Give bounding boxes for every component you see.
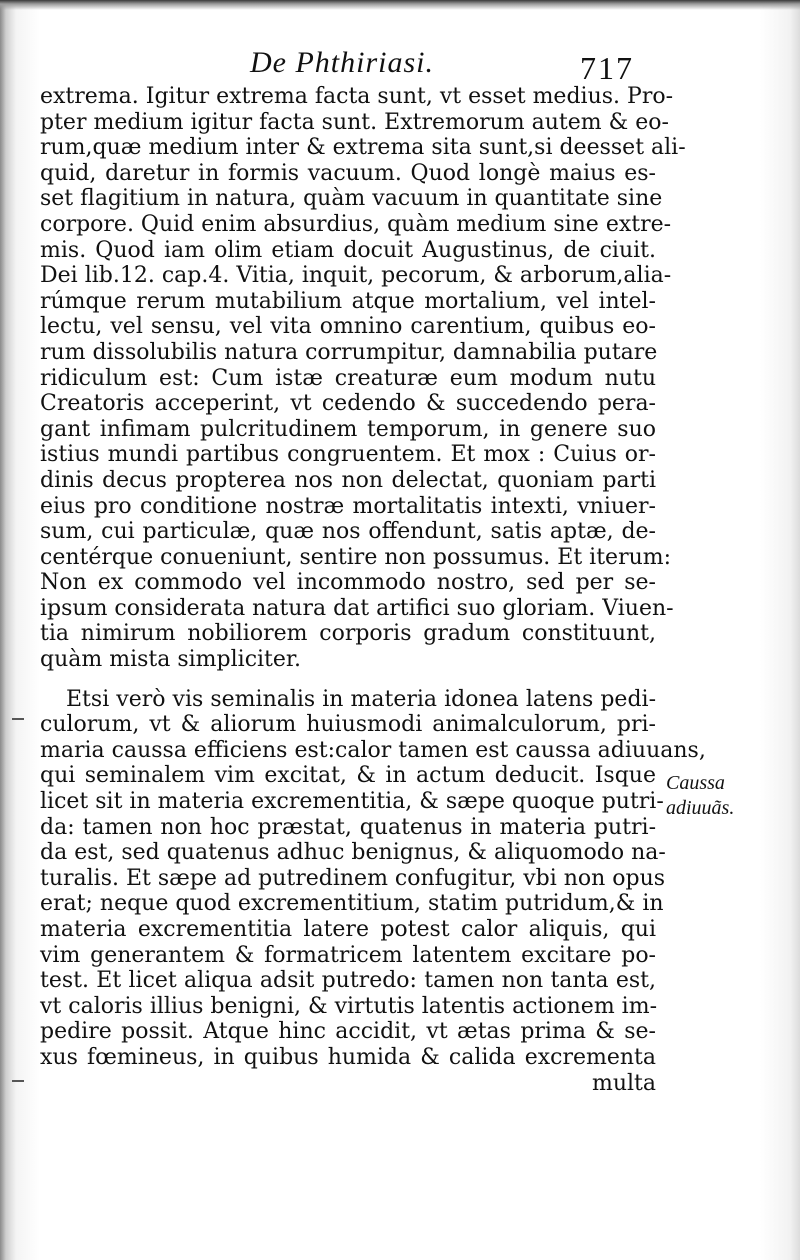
text-line: mis. Quod iam olim etiam docuit Augustinus, de ciuit. bbox=[40, 237, 656, 263]
text-line: rum dissolubilis natura corrumpitur, damnabilia putare bbox=[40, 339, 658, 365]
text-line: turalis. Et sæpe ad putredinem confugitur, vbi non opus bbox=[40, 865, 666, 891]
text-line: qui seminalem vim excitat, & in actum deducit. Isque bbox=[40, 763, 656, 789]
text-line: culorum, vt & aliorum huiusmodi animalculorum, pri- bbox=[40, 712, 656, 738]
text-line: centérque conueniunt, sentire non possumus. Et iterum: bbox=[40, 544, 672, 570]
text-line: Dei lib.12. cap.4. Vitia, inquit, pecorum, & arborum,alia- bbox=[40, 263, 672, 289]
paragraph-1 bbox=[40, 84, 686, 673]
text-line: test. Et licet aliqua adsit putredo: tamen non tanta est, bbox=[40, 968, 656, 994]
text-line: Creatoris acceperint, vt cedendo & succedendo pera- bbox=[40, 391, 656, 417]
text-line: materia excrementitia latere potest calor aliquis, qui bbox=[40, 917, 656, 942]
text-line: dinis decus propterea nos non delectat, quoniam parti bbox=[40, 467, 656, 493]
text-line: eius pro conditione nostræ mortalitatis intexti, vniuer- bbox=[40, 493, 656, 519]
margin-mark bbox=[12, 718, 24, 720]
paragraph-gap bbox=[40, 673, 656, 687]
text-line: istius mundi partibus congruentem. Et mox : Cuius or- bbox=[40, 442, 656, 468]
page-top-edge bbox=[0, 0, 800, 10]
margin-note bbox=[666, 771, 734, 821]
text-line: pedire possit. Atque hinc accidit, vt ætas prima & se- bbox=[40, 1019, 656, 1045]
text-line: rum,quæ medium inter & extrema sita sunt,si deesset ali- bbox=[40, 135, 686, 161]
text-line: extrema. Igitur extrema facta sunt, vt esset medius. Pro- bbox=[40, 84, 674, 109]
page-number: 717 bbox=[580, 50, 634, 86]
text-line: rúmque rerum mutabilium atque mortalium, vel intel- bbox=[40, 288, 656, 314]
text-line: corpore. Quid enim absurdius, quàm medium sine extre- bbox=[40, 211, 672, 237]
text-line: gant infimam pulcritudinem temporum, in genere suo bbox=[40, 416, 656, 442]
margin-note-line: adiuuãs. bbox=[666, 797, 735, 819]
margin-note-line: Caussa bbox=[666, 772, 725, 794]
text-line: licet sit in materia excrementitia, & sæpe quoque putri- bbox=[40, 789, 664, 815]
text-line: pter medium igitur facta sunt. Extremorum autem & eo- bbox=[40, 109, 669, 135]
text-line: sum, cui particulæ, quæ nos offendunt, satis aptæ, de- bbox=[40, 519, 656, 545]
catchword: multa bbox=[591, 1070, 656, 1096]
text-line: lectu, vel sensu, vel vita omnino carentium, quibus eo- bbox=[40, 314, 656, 340]
text-line: xus fœmineus, in quibus humida & calida excrementa bbox=[40, 1044, 656, 1070]
text-line: set flagitium in natura, quàm vacuum in quantitate sine bbox=[40, 186, 663, 212]
text-line: ridiculum est: Cum istæ creaturæ eum modum nutu bbox=[40, 365, 656, 391]
text-line: quàm mista simpliciter. bbox=[40, 647, 302, 673]
text-line: quid, daretur in formis vacuum. Quod longè maius es- bbox=[40, 160, 656, 186]
text-line: Non ex commodo vel incommodo nostro, sed per se- bbox=[40, 570, 656, 596]
text-line: da: tamen non hoc præstat, quatenus in materia putri- bbox=[40, 814, 656, 840]
text-line: tia nimirum nobiliorem corporis gradum constituunt, bbox=[40, 621, 656, 647]
text-line: da est, sed quatenus adhuc benignus, & aliquomodo na- bbox=[40, 840, 666, 866]
text-line: vim generantem & formatricem latentem excitare po- bbox=[40, 942, 656, 968]
text-line: vt caloris illius benigni, & virtutis latentis actionem im- bbox=[40, 993, 657, 1019]
running-title: De Phthiriasi. bbox=[250, 46, 434, 79]
text-line: erat; neque quod excrementitium, statim putridum,& in bbox=[40, 891, 664, 917]
text-line: Etsi verò vis seminalis in materia idonea latens pedi- bbox=[66, 686, 656, 712]
text-line: maria caussa efficiens est:calor tamen est caussa adiuuans, bbox=[40, 737, 706, 763]
margin-mark bbox=[12, 1080, 24, 1082]
text-line: ipsum considerata natura dat artifici suo gloriam. Viuen- bbox=[40, 595, 674, 621]
